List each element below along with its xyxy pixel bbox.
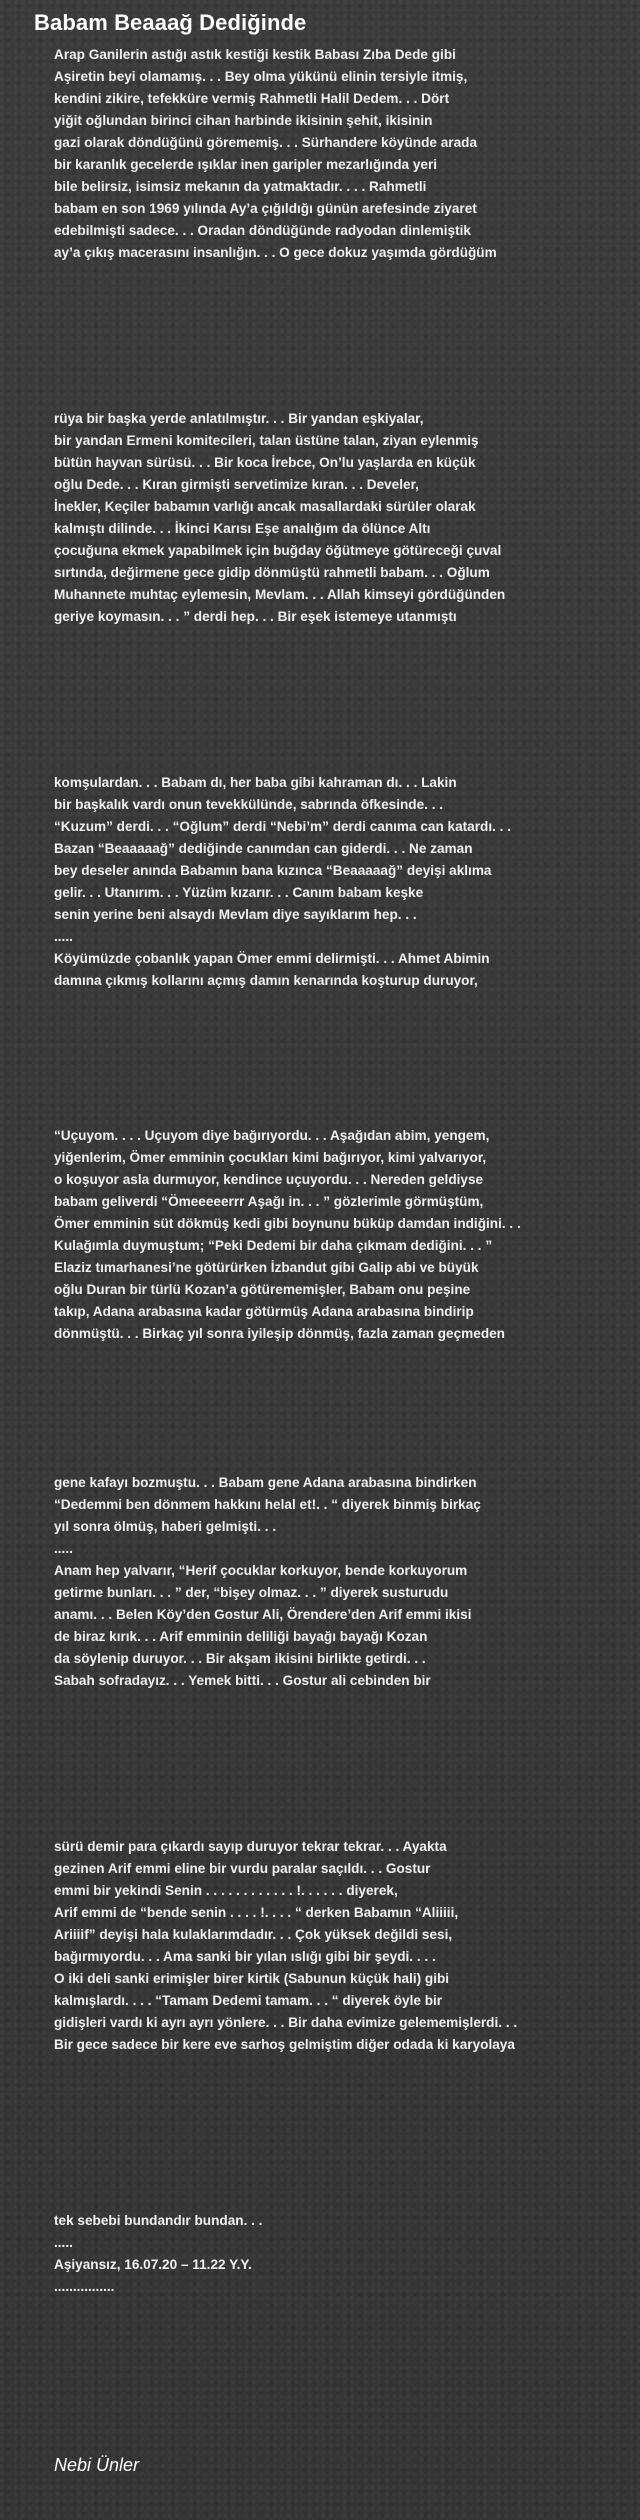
poem-author: Nebi Ünler — [54, 2455, 140, 2475]
poem-line: babam en son 1969 yılında Ay’a çığıldığı günün arefesinde ziyaret — [54, 201, 477, 216]
poem-line: da söylenip duruyor. . . Bir akşam ikisini birlikte getirdi. . . — [54, 1651, 426, 1666]
poem-stanza — [54, 1836, 634, 2056]
poem-stanza — [54, 1472, 634, 1692]
poem-line: bir yandan Ermeni komitecileri, talan üstüne talan, ziyan eylenmiş — [54, 433, 479, 448]
poem-line: Anam hep yalvarır, “Herif çocuklar korkuyor, bende korkuyorum — [54, 1563, 468, 1578]
poem-line: yiğenlerim, Ömer emminin çocukları kimi bağırıyor, kimi yalvarıyor, — [54, 1150, 487, 1165]
poem-line: Aşiyansız, 16.07.20 – 11.22 Y.Y. — [54, 2257, 252, 2272]
poem-line: gezinen Arif emmi eline bir vurdu paralar saçıldı. . . Gostur — [54, 1861, 431, 1876]
poem-line: ..... — [54, 2235, 73, 2250]
poem-line: “Kuzum” derdi. . . “Oğlum” derdi “Nebi’m” derdi canıma can katardı. . . — [54, 819, 511, 834]
poem-line: Bir gece sadece bir kere eve sarhoş gelmiştim diğer odada ki karyolaya — [54, 2037, 515, 2052]
poem-line: Muhannete muhtaç eylemesin, Mevlam. . . Allah kimseyi gördüğünden — [54, 587, 506, 602]
poem-stanza — [54, 772, 634, 992]
poem-line: kendini zikire, tefekküre vermiş Rahmetli Halil Dedem. . . Dört — [54, 91, 450, 106]
poem-line: ..... — [54, 1541, 73, 1556]
poem-line: gazi olarak döndüğünü görememiş. . . Sürhandere köyünde arada — [54, 135, 478, 150]
poem-line: dönmüştü. . . Birkaç yıl sonra iyileşip dönmüş, fazla zaman geçmeden — [54, 1326, 505, 1341]
poem-line: Köyümüzde çobanlık yapan Ömer emmi delirmişti. . . Ahmet Abimin — [54, 951, 490, 966]
poem-line: gidişleri vardı ki ayrı ayrı yönlere. . . Bir daha evimize gelememişlerdi. . . — [54, 2015, 518, 2030]
poem-line: bir başkalık vardı onun tevekkülünde, sabrında öfkesinde. . . — [54, 797, 444, 812]
poem-line: gene kafayı bozmuştu. . . Babam gene Adana arabasına bindirken — [54, 1475, 477, 1490]
poem-stanza — [54, 408, 634, 628]
poem-line: yiğit oğlundan birinci cihan harbinde ikisinin şehit, ikisinin — [54, 113, 433, 128]
poem-line: sırtında, değirmene gece gidip dönmüştü rahmetli babam. . . Oğlum — [54, 565, 490, 580]
poem-line: bey deseler anında Babamın bana kızınca “Beaaaaağ” deyişi aklıma — [54, 863, 492, 878]
poem-line: Elaziz tımarhanesi’ne götürürken İzbandut gibi Galip abi ve büyük — [54, 1260, 479, 1275]
poem-line: ................ — [54, 2279, 115, 2294]
poem-line: çocuğuna ekmek yapabilmek için buğday öğütmeye götüreceği çuval — [54, 543, 502, 558]
poem-stanza — [54, 1125, 634, 1345]
poem-line: bile belirsiz, isimsiz mekanın da yatmaktadır. . . . Rahmetli — [54, 179, 427, 194]
poem-line: Ömer emminin süt dökmüş kedi gibi boynunu büküp damdan indiğini. . . — [54, 1216, 521, 1231]
poem-line: oğlu Dede. . . Kıran girmişti servetimize kıran. . . Develer, — [54, 477, 419, 492]
poem-stanza — [54, 2210, 634, 2298]
poem-line: Arif emmi de “bende senin . . . . !. . . . “ derken Babamın “Aliiiii, — [54, 1905, 459, 1920]
poem-line: babam geliverdi “Ömeeeeerrr Aşağı in. . . ” gözlerimle görmüştüm, — [54, 1194, 484, 1209]
poem-stanza — [54, 44, 634, 264]
poem-line: Kulağımla duymuştum; “Peki Dedemi bir daha çıkmam dediğini. . . ” — [54, 1238, 493, 1253]
poem-line: bağırmıyordu. . . Ama sanki bir yılan ıslığı gibi bir şeydi. . . . — [54, 1949, 436, 1964]
poem-line: Sabah sofradayız. . . Yemek bitti. . . Gostur ali cebinden bir — [54, 1673, 431, 1688]
poem-line: komşulardan. . . Babam dı, her baba gibi kahraman dı. . . Lakin — [54, 775, 457, 790]
poem-line: bir karanlık gecelerde ışıklar inen garipler mezarlığında yeri — [54, 157, 438, 172]
poem-line: gelir. . . Utanırım. . . Yüzüm kızarır. . . Canım babam keşke — [54, 885, 424, 900]
poem-line: Ariiiif” deyişi hala kulaklarımdadır. . . Çok yüksek değildi sesi, — [54, 1927, 453, 1942]
poem-line: oğlu Duran bir türlü Kozan’a götürememişler, Babam onu peşine — [54, 1282, 471, 1297]
poem-line: ay’a çıkış macerasını insanlığın. . . O gece dokuz yaşımda gördüğüm — [54, 245, 497, 260]
poem-line: bütün hayvan sürüsü. . . Bir koca İrebce, On’lu yaşlarda en küçük — [54, 455, 476, 470]
poem-line: takıp, Adana arabasına kadar götürmüş Adana arabasına bindirip — [54, 1304, 474, 1319]
poem-line: ..... — [54, 929, 73, 944]
poem-line: O iki deli sanki erimişler birer kirtik (Sabunun küçük hali) gibi — [54, 1971, 450, 1986]
poem-line: o koşuyor asla durmuyor, kendince uçuyordu. . . Nereden geldiyse — [54, 1172, 484, 1187]
poem-line: anamı. . . Belen Köy’den Gostur Ali, Örendere’den Arif emmi ikisi — [54, 1607, 472, 1622]
poem-line: “Dedemmi ben dönmem hakkını helal et!. . “ diyerek binmiş birkaç — [54, 1497, 481, 1512]
poem-line: sürü demir para çıkardı sayıp duruyor tekrar tekrar. . . Ayakta — [54, 1839, 447, 1854]
poem-line: kalmışlardı. . . . “Tamam Dedemi tamam. . . “ diyerek öyle bir — [54, 1993, 443, 2008]
poem-line: yıl sonra ölmüş, haberi gelmişti. . . — [54, 1519, 277, 1534]
poem-line: edebilmişti sadece. . . Oradan döndüğünde radyodan dinlemiştik — [54, 223, 471, 238]
poem-line: senin yerine beni alsaydı Mevlam diye sayıklarım hep. . . — [54, 907, 417, 922]
poem-line: tek sebebi bundandır bundan. . . — [54, 2213, 263, 2228]
poem-line: Aşiretin beyi olamamış. . . Bey olma yükünü elinin tersiyle itmiş, — [54, 69, 468, 84]
poem-line: Bazan “Beaaaaağ” dediğinde canımdan can giderdi. . . Ne zaman — [54, 841, 473, 856]
poem-line: damına çıkmış kollarını açmış damın kenarında koşturup duruyor, — [54, 973, 478, 988]
poem-line: “Uçuyom. . . . Uçuyom diye bağırıyordu. . . Aşağıdan abim, yengem, — [54, 1128, 490, 1143]
poem-line: de biraz kırık. . . Arif emminin deliliği bayağı bayağı Kozan — [54, 1629, 428, 1644]
poem-line: Arap Ganilerin astığı astık kestiği kestik Babası Zıba Dede gibi — [54, 47, 456, 62]
poem-line: rüya bir başka yerde anlatılmıştır. . . Bir yandan eşkiyalar, — [54, 411, 424, 426]
poem-line: geriye koymasın. . . ” derdi hep. . . Bir eşek istemeye utanmıştı — [54, 609, 457, 624]
poem-line: emmi bir yekindi Senin . . . . . . . . . . . . !. . . . . . diyerek, — [54, 1883, 398, 1898]
poem-line: kalmıştı dilinde. . . İkinci Karısı Eşe analığım da ölünce Altı — [54, 521, 431, 536]
poem-title: Babam Beaaağ Dediğinde — [34, 10, 307, 35]
poem-line: getirme bunları. . . ” der, “bişey olmaz. . . ” diyerek susturudu — [54, 1585, 449, 1600]
poem-line: İnekler, Keçiler babamın varlığı ancak masallardaki sürüler olarak — [54, 499, 476, 514]
